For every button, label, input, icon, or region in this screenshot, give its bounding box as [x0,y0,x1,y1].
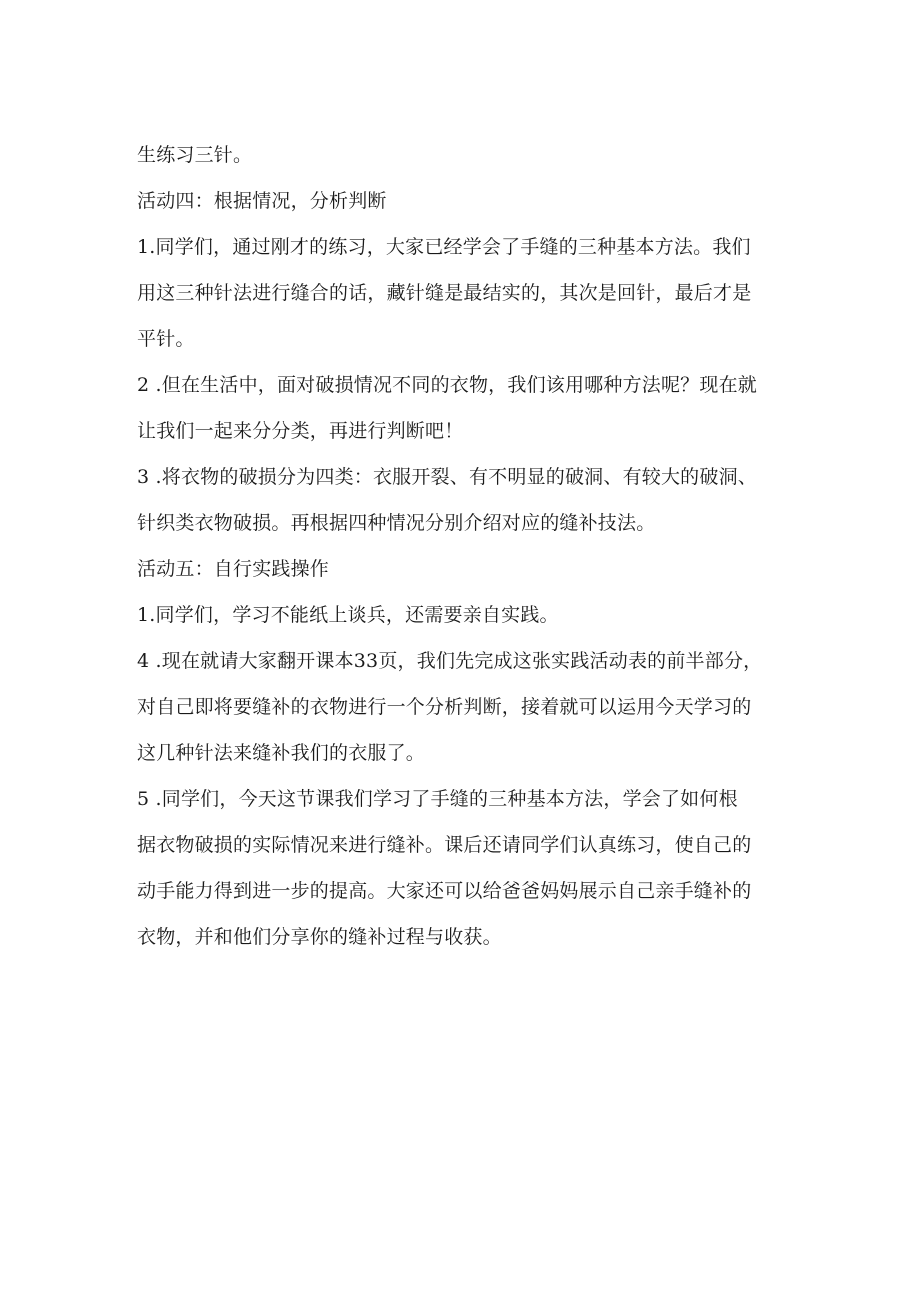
text-line: 对自己即将要缝补的衣物进行一个分析判断，接着就可以运用今天学习的 [137,696,752,718]
text-line: 动手能力得到进一步的提高。大家还可以给爸爸妈妈展示自己亲手缝补的 [137,880,752,902]
text-line: 4 .现在就请大家翻开课本33页，我们先完成这张实践活动表的前半部分， [137,650,763,672]
text-line: 1.同学们，通过刚才的练习，大家已经学会了手缝的三种基本方法。我们 [137,236,751,258]
document-body [137,132,817,960]
section-heading: 活动五：自行实践操作 [137,558,330,580]
text-line: 平针。 [137,328,195,350]
section-heading: 活动四：根据情况，分析判断 [137,190,387,212]
text-line: 2 .但在生活中，面对破损情况不同的衣物，我们该用哪种方法呢？现在就 [137,374,757,396]
text-line: 据衣物破损的实际情况来进行缝补。课后还请同学们认真练习，使自己的 [137,834,752,856]
text-line: 这几种针法来缝补我们的衣服了。 [137,742,426,764]
text-line: 用这三种针法进行缝合的话，藏针缝是最结实的，其次是回针，最后才是 [137,282,752,304]
text-line: 5 .同学们，今天这节课我们学习了手缝的三种基本方法，学会了如何根 [137,788,738,810]
text-line: 生练习三针。 [137,144,253,166]
text-line: 3 .将衣物的破损分为四类：衣服开裂、有不明显的破洞、有较大的破洞、 [137,466,757,488]
text-line: 针织类衣物破损。再根据四种情况分别介绍对应的缝补技法。 [137,512,656,534]
text-line: 让我们一起来分分类，再进行判断吧！ [137,420,464,442]
text-line: 1.同学们，学习不能纸上谈兵，还需要亲自实践。 [137,604,559,626]
text-line: 衣物，并和他们分享你的缝补过程与收获。 [137,926,502,948]
